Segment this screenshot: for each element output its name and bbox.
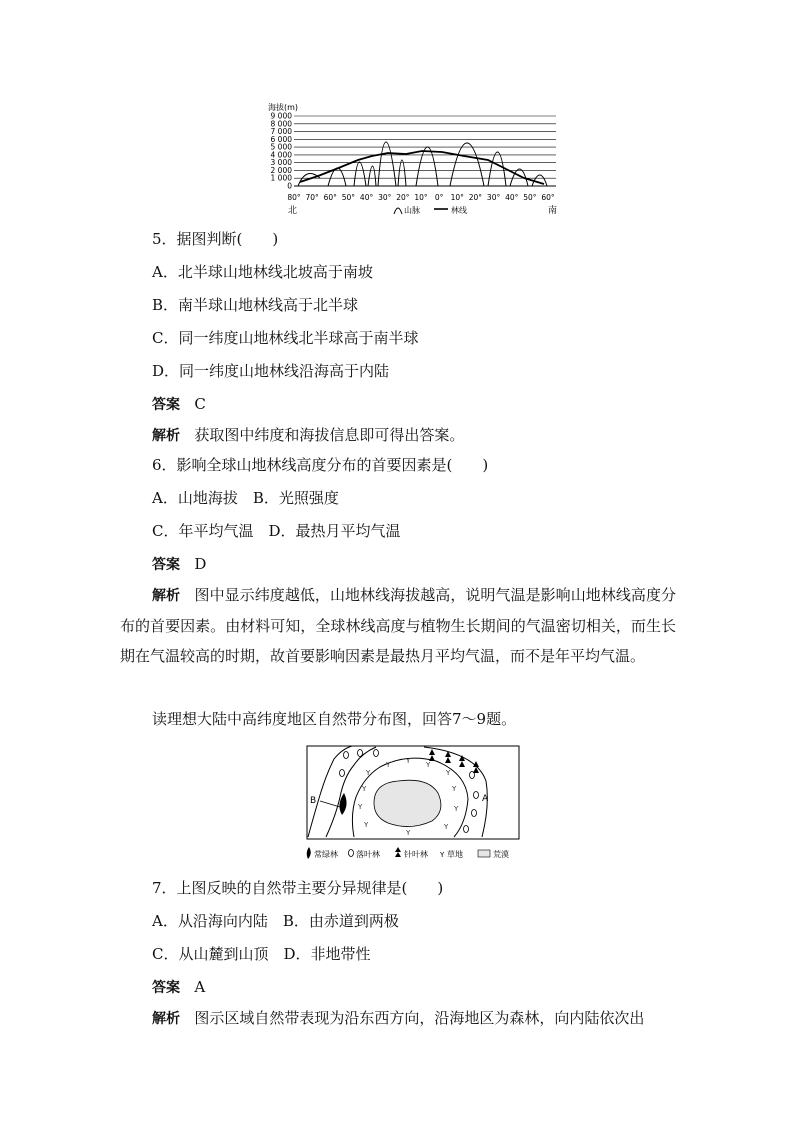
analysis-label: 解析 <box>152 588 181 604</box>
q5-answer <box>152 394 206 415</box>
x-tick-label: 30° <box>378 193 392 202</box>
svg-text:Y: Y <box>406 757 411 765</box>
legend-evergreen: 常绿林 <box>314 850 338 859</box>
svg-text:Y: Y <box>444 823 449 831</box>
answer-label: 答案 <box>152 557 180 573</box>
q5-option-d: D．同一纬度山地林线沿海高于内陆 <box>152 362 390 380</box>
x-tick-label: 50° <box>523 193 537 202</box>
x-tick-label: 10° <box>414 193 428 202</box>
continent-outline <box>308 746 352 837</box>
q5-option-c: C．同一纬度山地林线北半球高于南半球 <box>152 329 419 347</box>
coniferous-legend-icon <box>395 847 401 857</box>
x-tick-label: 10° <box>450 193 464 202</box>
mountain-curve <box>378 142 396 186</box>
q7-options-ab: A．从沿海向内陆 B．由赤道到两极 <box>152 912 399 930</box>
analysis-text: 获取图中纬度和海拔信息即可得出答案。 <box>194 426 465 444</box>
y-tick-labels <box>271 112 293 191</box>
answer-value: D <box>194 555 207 573</box>
answer-value: C <box>194 395 206 413</box>
svg-text:Y: Y <box>366 769 371 777</box>
q6-analysis <box>120 580 676 671</box>
svg-text:Y: Y <box>426 761 431 769</box>
svg-text:Y: Y <box>358 803 363 811</box>
mountain-curve <box>368 166 376 186</box>
y-tick-label: 4 000 <box>270 150 292 160</box>
natural-zone-map <box>306 745 522 865</box>
svg-text:Y: Y <box>446 769 451 777</box>
mountain-curve <box>398 160 406 186</box>
y-tick-label: 6 000 <box>270 134 292 144</box>
label-b: B <box>310 796 317 806</box>
y-tick-label: 5 000 <box>270 142 292 152</box>
y-tick-label: 3 000 <box>270 158 292 168</box>
x-tick-labels <box>287 193 555 202</box>
x-tick-label: 30° <box>486 193 501 202</box>
legend-grass: 草地 <box>447 850 463 859</box>
q7-options-cd: C．从山麓到山顶 D．非地带性 <box>152 945 371 963</box>
q6-answer <box>152 554 206 575</box>
south-label: 南 <box>548 206 558 216</box>
analysis-text: 图示区域自然带表现为沿东西方向，沿海地区为森林，向内陆依次出 <box>194 1009 645 1027</box>
desert-region <box>374 780 441 826</box>
map-legend <box>307 847 509 859</box>
x-tick-label: 60° <box>541 193 555 202</box>
x-tick-label: 40° <box>359 193 374 202</box>
mountain-curve <box>416 147 438 186</box>
x-tick-label: 50° <box>341 193 356 202</box>
y-tick-label: 2 000 <box>270 165 292 175</box>
svg-text:Y: Y <box>362 785 367 793</box>
mountain-curves <box>298 142 547 186</box>
y-tick-label: 1 000 <box>270 173 292 183</box>
answer-label: 答案 <box>152 397 180 413</box>
x-tick-label: 0° <box>434 193 444 202</box>
svg-text:Y: Y <box>386 761 391 769</box>
y-tick-label: 7 000 <box>270 127 292 137</box>
mountain-curve <box>450 143 484 186</box>
x-tick-label: 40° <box>505 193 519 202</box>
grass-legend-icon: Y <box>440 851 445 859</box>
y-tick-label: 8 000 <box>270 119 292 129</box>
mountain-curve <box>354 162 366 186</box>
svg-text:Y: Y <box>452 785 457 793</box>
x-tick-label: 20° <box>468 193 483 202</box>
svg-text:Y: Y <box>406 829 411 837</box>
q7-stem: 7．上图反映的自然带主要分异规律是( ) <box>152 879 444 897</box>
q5-stem: 5．据图判断( ) <box>152 230 279 248</box>
mountain-legend-icon <box>394 208 402 214</box>
q6-stem: 6．影响全球山地林线高度分布的首要因素是( ) <box>152 456 489 474</box>
q5-analysis <box>152 425 464 446</box>
mountain-curve <box>488 152 506 186</box>
q5-option-a: A．北半球山地林线北坡高于南坡 <box>152 263 373 281</box>
analysis-label: 解析 <box>152 1011 180 1027</box>
x-tick-label: 80° <box>287 193 301 202</box>
q6-options-cd: C．年平均气温 D．最热月平均气温 <box>152 522 401 540</box>
x-tick-label: 20° <box>396 193 410 202</box>
desert-legend-icon <box>478 850 490 857</box>
y-axis-title: 海拔(m) <box>268 103 299 112</box>
q5-option-b: B．南半球山地林线高于北半球 <box>152 296 359 314</box>
svg-text:Y: Y <box>454 805 459 813</box>
analysis-label: 解析 <box>152 428 180 444</box>
label-b-pointer <box>320 801 340 807</box>
answer-label: 答案 <box>152 980 180 996</box>
y-tick-label: 9 000 <box>270 111 292 121</box>
analysis-text: 图中显示纬度越低，山地林线海拔越高，说明气温是影响山地林线高度分布的首要因素。由材料可知，全球林线高度与植物生长期间的气温密切相关，而生长期在气温较高的时期，故首要影响因素是最热月平均气温，而不是年平均气温。 <box>120 586 676 665</box>
legend-mountain-label: 山脉 <box>404 206 420 215</box>
legend-deciduous: 落叶林 <box>356 850 380 859</box>
legend-treeline-label: 林线 <box>451 206 467 215</box>
deciduous-legend-icon <box>349 850 354 857</box>
legend-desert: 荒漠 <box>493 850 509 859</box>
q7-answer <box>152 977 205 998</box>
evergreen-legend-icon <box>307 847 311 859</box>
x-tick-label: 60° <box>323 193 337 202</box>
svg-text:Y: Y <box>364 821 369 829</box>
y-tick-label: 0 <box>287 181 292 191</box>
north-label: 北 <box>288 206 298 216</box>
answer-value: A <box>194 978 206 996</box>
q7-analysis <box>152 1008 644 1029</box>
label-a: A <box>482 794 489 804</box>
q6-options-ab: A．山地海拔 B．光照强度 <box>152 489 339 507</box>
x-tick-label: 70° <box>305 193 319 202</box>
treeline-altitude-chart <box>262 98 562 216</box>
legend-coniferous: 针叶林 <box>404 850 428 859</box>
intro-text: 读理想大陆中高纬度地区自然带分布图，回答7～9题。 <box>152 710 517 728</box>
